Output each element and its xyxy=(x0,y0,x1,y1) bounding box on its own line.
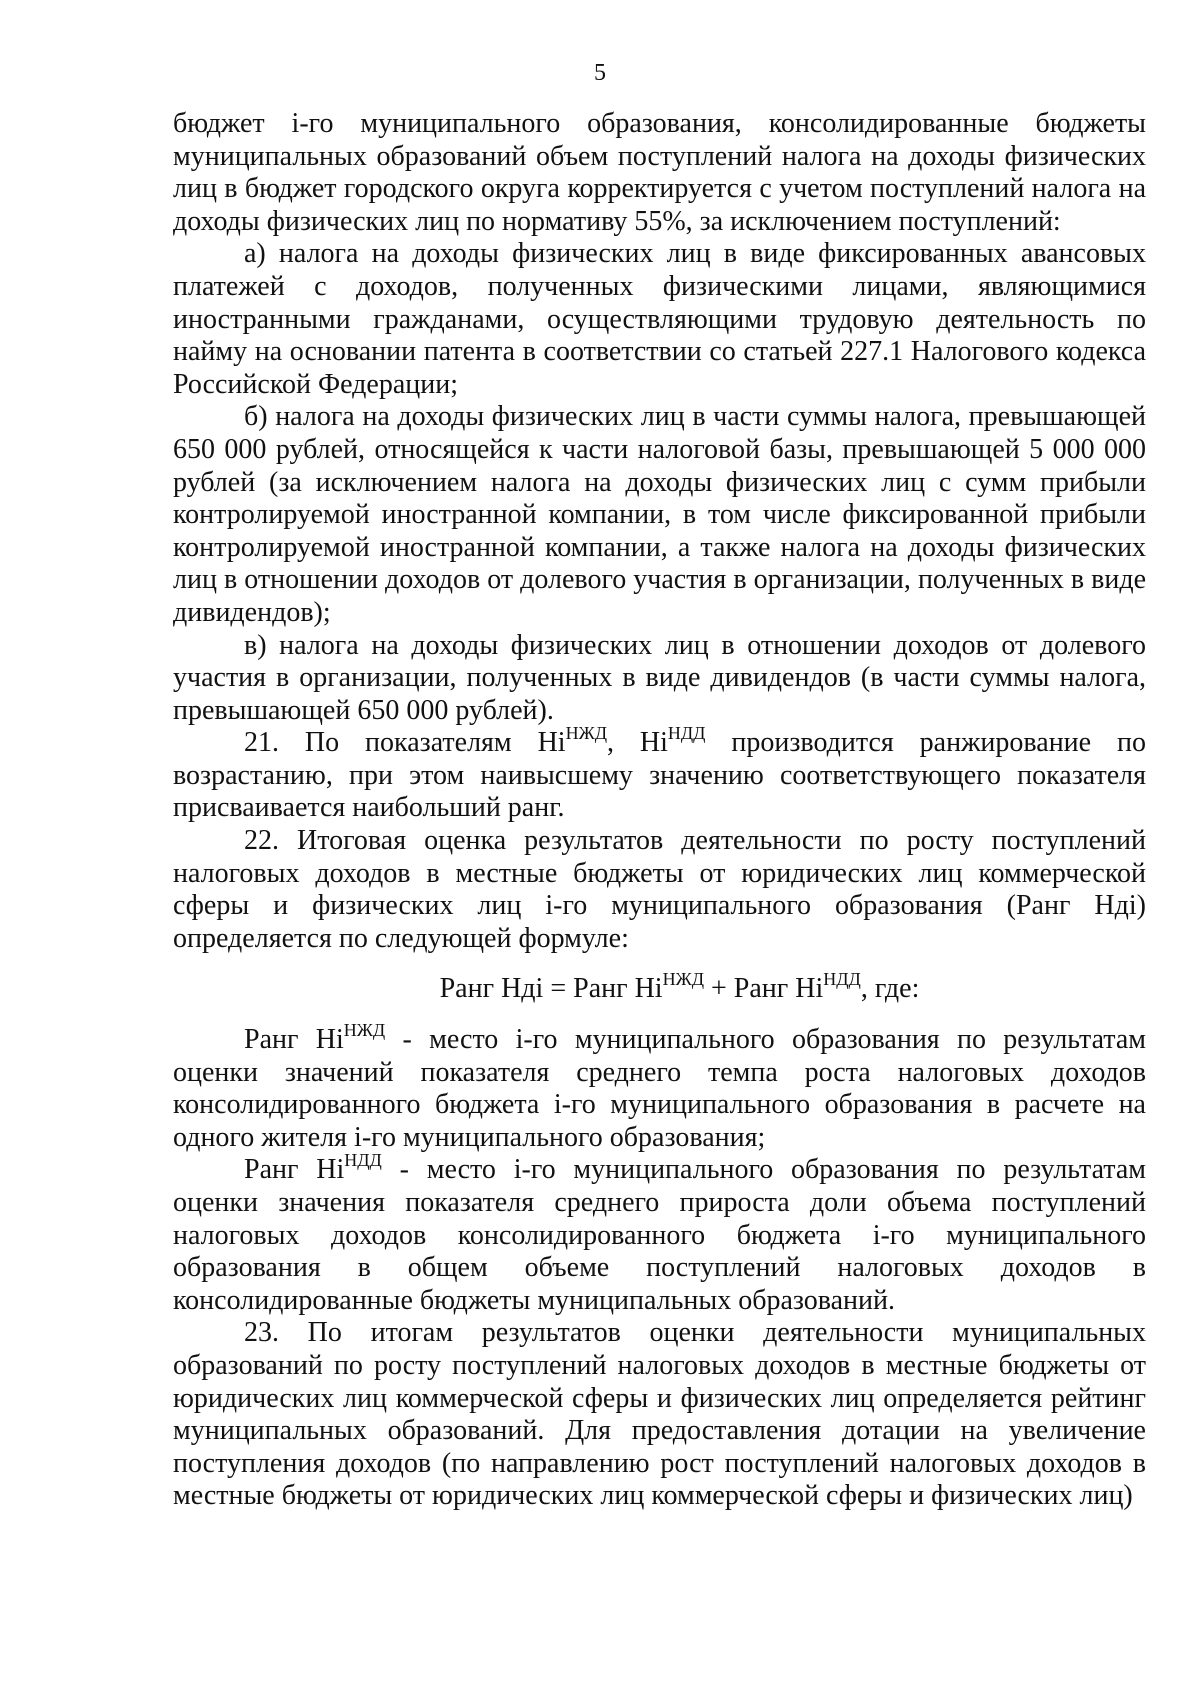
paragraph-rank-ndd-definition xyxy=(173,1150,1147,1317)
rank-nzhd-end: - место i-го муниципального образования по результатам оценки значений показателя среднего темпа роста налоговых доходов консолидированного бюджета i-го муниципального образования в расчете на одного жителя i-го муниципального образования; xyxy=(173,1024,1147,1153)
paragraph-item-a: а) налога на доходы физических лиц в виде фиксированных авансовых платежей с доходов, полученных физическими лицами, являющимися иностранными гражданами, осуществляющими трудовую деятельность по найму на основании патента в соответствии со статьей 227.1 Налогового кодекса Российской Федерации; xyxy=(173,238,1146,400)
clause-21-start: 21. По показателям Ні xyxy=(244,727,566,759)
rank-ndd-sup: НДД xyxy=(344,1150,382,1171)
rank-formula xyxy=(173,969,1146,1006)
formula-left: Ранг Ндi = Ранг Нi xyxy=(439,973,663,1005)
paragraph-item-v: в) налога на доходы физических лиц в отношении доходов от долевого участия в организации, полученных в виде дивидендов (в части суммы налога, превышающей 650 000 рублей). xyxy=(173,629,1146,726)
paragraph-item-b: б) налога на доходы физических лиц в части суммы налога, превышающей 650 000 рублей, относящейся к части налоговой базы, превышающей 5 000 000 рублей (за исключением налога на доходы физических лиц с сумм прибыли контролируемой иностранной компании, в том числе фиксированной прибыли контролируемой иностранной компании, а также налога на доходы физических лиц в отношении доходов от долевого участия в организации, полученных в виде дивидендов); xyxy=(173,401,1146,628)
clause-21-sup-nzhd: НЖД xyxy=(565,722,607,743)
clause-21-mid: , Ні xyxy=(606,727,668,759)
rank-ndd-start: Ранг Нi xyxy=(244,1154,345,1186)
rank-nzhd-start: Ранг Нi xyxy=(244,1024,344,1056)
formula-sup-nzhd: НЖД xyxy=(662,969,704,990)
formula-end: , где: xyxy=(860,973,920,1005)
page-number: 5 xyxy=(594,60,606,86)
document-body xyxy=(173,108,1146,1513)
clause-21-end: производится ранжирование по возрастанию, при этом наивысшему значению соответствующего показателя присваивается наибольший ранг. xyxy=(173,727,1146,824)
rank-ndd-end: - место i-го муниципального образования по результатам оценки значения показателя среднего прироста доли объема поступлений налоговых доходов консолидированного бюджета i-го муниципального образования в общем объеме поступлений налоговых доходов в консолидированные бюджеты муниципальных образований. xyxy=(173,1154,1147,1316)
paragraph-rank-nzhd-definition xyxy=(173,1019,1147,1154)
paragraph-clause-23: 23. По итогам результатов оценки деятельности муниципальных образований по росту поступлений налоговых доходов в местные бюджеты от юридических лиц коммерческой сферы и физических лиц определяется рейтинг муниципальных образований. Для предоставления дотации на увеличение поступления доходов (по направлению рост поступлений налоговых доходов в местные бюджеты от юридических лиц коммерческой сферы и физических лиц) xyxy=(173,1317,1146,1512)
formula-mid: + Ранг Нi xyxy=(704,973,824,1005)
paragraph-clause-21 xyxy=(173,722,1146,825)
paragraph-budget-continuation: бюджет i-го муниципального образования, консолидированные бюджеты муниципальных образований объем поступлений налога на доходы физических лиц в бюджет городского округа корректируется с учетом поступлений налога на доходы физических лиц по нормативу 55%, за исключением поступлений: xyxy=(173,108,1146,237)
formula-sup-ndd: НДД xyxy=(823,969,861,990)
clause-21-sup-ndd: НДД xyxy=(667,722,706,743)
rank-nzhd-sup: НЖД xyxy=(343,1019,386,1040)
paragraph-clause-22: 22. Итоговая оценка результатов деятельности по росту поступлений налоговых доходов в местные бюджеты от юридических лиц коммерческой сферы и физических лиц i-го муниципального образования (Ранг Ндi) определяется по следующей формуле: xyxy=(173,825,1146,954)
